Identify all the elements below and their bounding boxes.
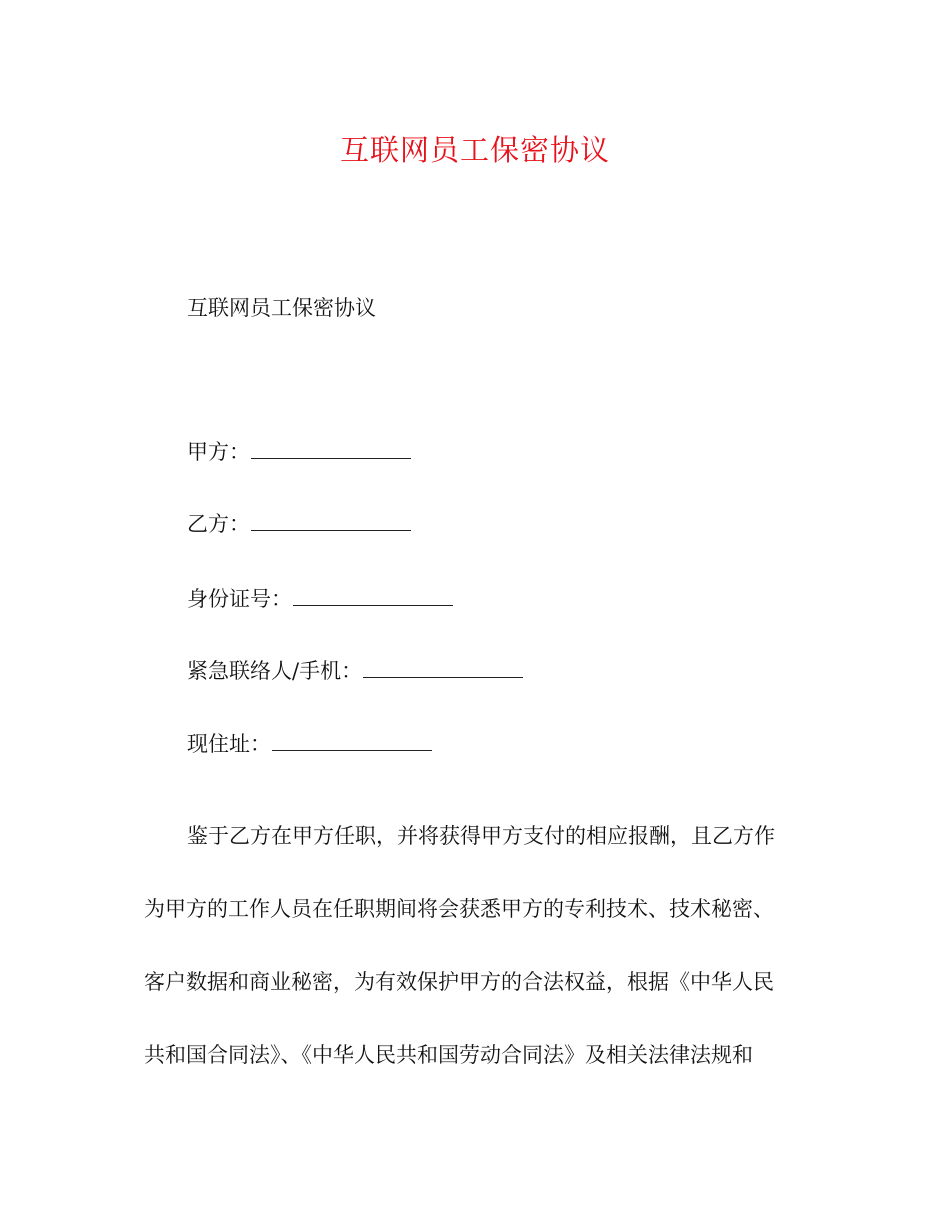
party-b-label: 乙方： (187, 512, 250, 536)
address-blank (272, 730, 432, 751)
emergency-contact-label: 紧急联络人/手机： (187, 659, 363, 683)
emergency-contact-field (187, 656, 523, 686)
party-a-field (187, 437, 411, 467)
paragraph-line: 共和国合同法》、《中华人民共和国劳动合同法》及相关法律法规和 (144, 1043, 753, 1067)
address-field (187, 729, 432, 759)
id-number-field (187, 584, 453, 614)
party-a-label: 甲方： (187, 440, 250, 464)
paragraph-line: 为甲方的工作人员在任职期间将会获悉甲方的专利技术、技术秘密、 (144, 897, 774, 921)
document-subtitle: 互联网员工保密协议 (187, 296, 376, 320)
party-b-blank (251, 510, 411, 531)
id-number-label: 身份证号： (187, 587, 292, 611)
party-a-blank (251, 438, 411, 459)
id-number-blank (293, 585, 453, 606)
emergency-contact-blank (363, 657, 523, 678)
paragraph-line: 客户数据和商业秘密，为有效保护甲方的合法权益，根据《中华人民 (144, 970, 774, 994)
party-b-field (187, 509, 411, 539)
intro-paragraph (144, 800, 799, 1092)
document-title: 互联网员工保密协议 (339, 133, 610, 167)
paragraph-line: 鉴于乙方在甲方任职，并将获得甲方支付的相应报酬，且乙方作 (187, 824, 775, 848)
address-label: 现住址： (187, 732, 271, 756)
